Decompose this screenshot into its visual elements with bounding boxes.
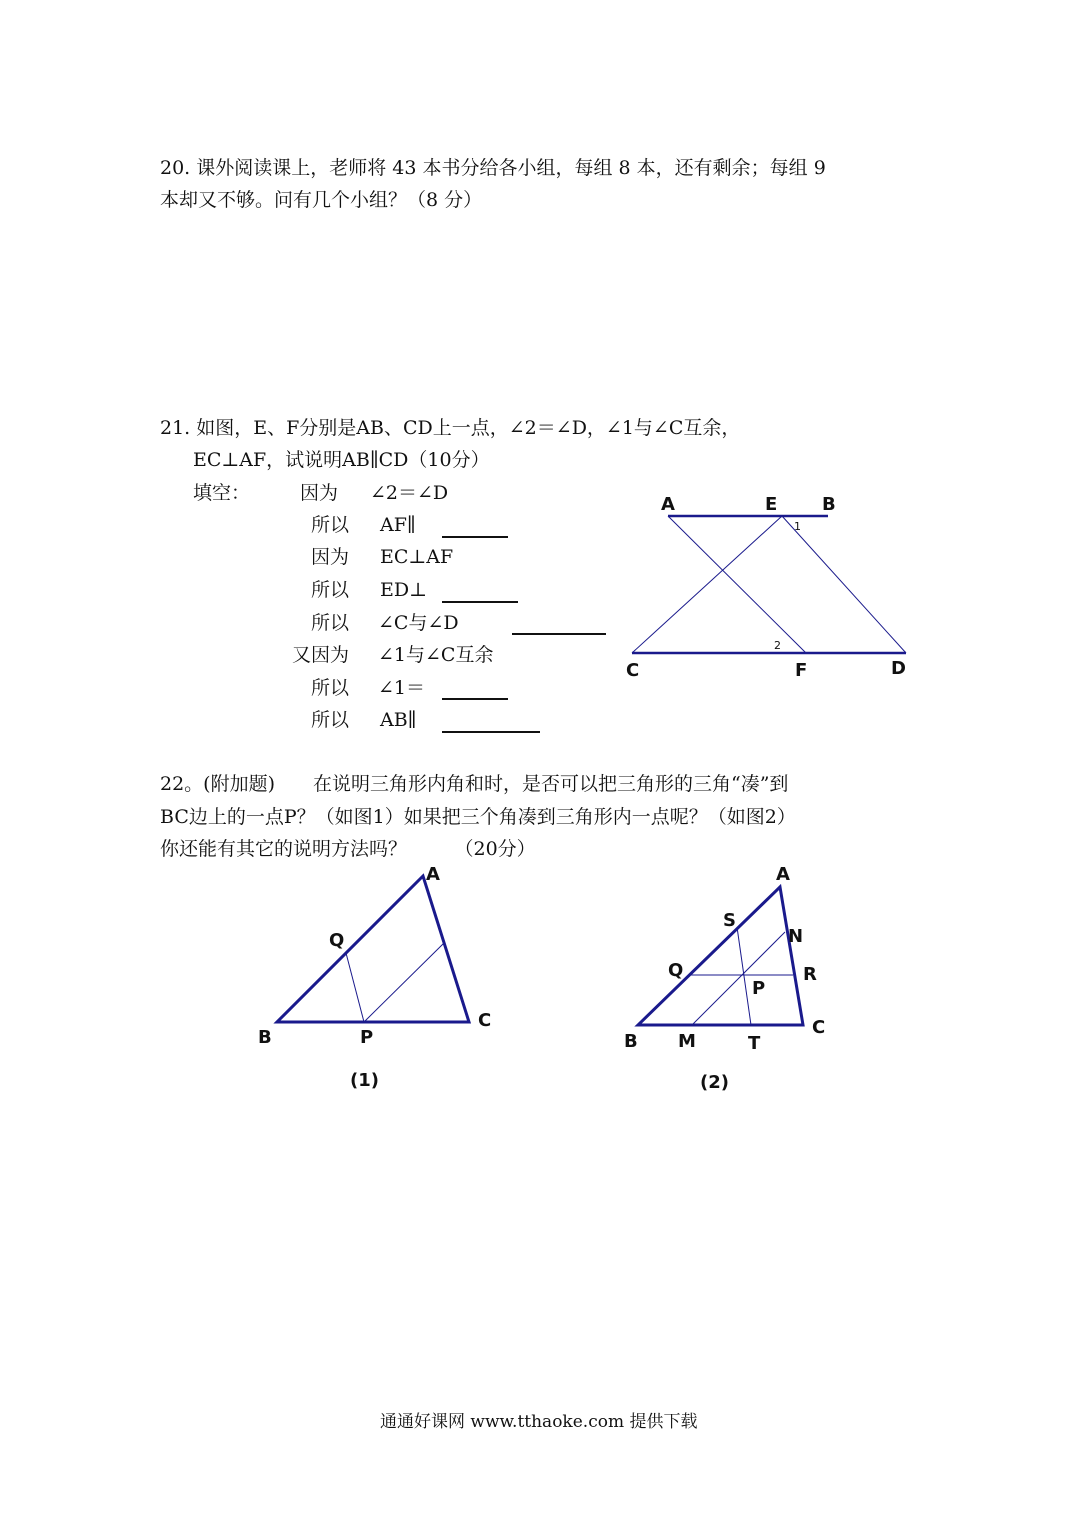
triangle-abc bbox=[638, 887, 803, 1025]
q20-line1: 20. 课外阅读课上，老师将 43 本书分给各小组，每组 8 本，还有剩余；每组 9 bbox=[160, 157, 826, 179]
step-statement: ED⊥ bbox=[380, 579, 427, 601]
triangle-abc bbox=[277, 876, 469, 1022]
segment-st bbox=[737, 927, 751, 1025]
point-label-a: A bbox=[661, 494, 675, 515]
q21-fill-label: 填空： bbox=[193, 482, 251, 504]
step-statement: AF∥ bbox=[380, 514, 416, 536]
segment-p-to-ac bbox=[364, 943, 444, 1022]
segment-mn bbox=[692, 932, 785, 1025]
point-label-a: A bbox=[426, 864, 440, 885]
step-statement: ∠1与∠C互余 bbox=[378, 644, 494, 666]
point-label-b: B bbox=[624, 1031, 638, 1052]
point-label-p: P bbox=[360, 1027, 374, 1048]
segment-ed bbox=[782, 516, 906, 653]
q21-line1: 21. 如图，E、F分别是AB、CD上一点，∠2＝∠D，∠1与∠C互余， bbox=[160, 417, 741, 439]
point-label-n: N bbox=[788, 926, 804, 947]
segment-af bbox=[668, 516, 806, 653]
segment-ec bbox=[632, 516, 782, 653]
step-statement: EC⊥AF bbox=[380, 546, 454, 568]
step-statement: ∠1＝ bbox=[378, 677, 426, 699]
point-label-s: S bbox=[723, 910, 736, 931]
q20-line2: 本却又不够。问有几个小组？（8 分） bbox=[160, 189, 483, 211]
step-keyword: 因为 bbox=[300, 482, 339, 504]
point-label-b: B bbox=[258, 1027, 272, 1048]
q22-figure-1 bbox=[258, 864, 491, 1091]
point-label-c: C bbox=[812, 1017, 826, 1038]
point-label-q: Q bbox=[329, 930, 345, 951]
step-keyword: 因为 bbox=[311, 546, 350, 568]
figure-caption-2: (2) bbox=[700, 1072, 729, 1093]
step-statement: ∠2＝∠D bbox=[370, 482, 449, 504]
point-label-c: C bbox=[626, 660, 640, 681]
step-keyword: 所以 bbox=[311, 514, 350, 536]
footer-text: 通通好课网 www.tthaoke.com 提供下载 bbox=[380, 1412, 698, 1432]
point-label-a: A bbox=[776, 864, 790, 885]
q21-line2: EC⊥AF，试说明AB∥CD（10分） bbox=[193, 449, 490, 471]
point-label-e: E bbox=[765, 494, 778, 515]
step-keyword: 所以 bbox=[311, 579, 350, 601]
q21-figure bbox=[626, 494, 906, 681]
angle-label-2: 2 bbox=[774, 639, 781, 652]
step-statement: ∠C与∠D bbox=[378, 612, 459, 634]
q22-line2: BC边上的一点P？（如图1）如果把三个角凑到三角形内一点呢？（如图2） bbox=[160, 806, 796, 828]
point-label-r: R bbox=[803, 964, 817, 985]
point-label-t: T bbox=[748, 1033, 761, 1054]
q22-line1: 22。(附加题) 在说明三角形内角和时，是否可以把三角形的三角“凑”到 bbox=[160, 773, 789, 795]
step-keyword: 所以 bbox=[311, 677, 350, 699]
figure-caption-1: (1) bbox=[350, 1070, 379, 1091]
point-label-f: F bbox=[795, 660, 808, 681]
point-label-q: Q bbox=[668, 960, 684, 981]
point-label-m: M bbox=[678, 1031, 696, 1052]
q22-figure-2 bbox=[624, 864, 825, 1093]
point-label-b: B bbox=[822, 494, 836, 515]
q22-line3: 你还能有其它的说明方法吗？ （20分） bbox=[160, 838, 536, 860]
point-label-c: C bbox=[478, 1010, 492, 1031]
angle-label-1: 1 bbox=[794, 520, 801, 533]
step-keyword: 所以 bbox=[311, 709, 350, 731]
point-label-d: D bbox=[891, 658, 906, 679]
step-keyword: 所以 bbox=[311, 612, 350, 634]
point-label-p: P bbox=[752, 978, 766, 999]
step-keyword: 又因为 bbox=[292, 644, 350, 666]
step-statement: AB∥ bbox=[380, 709, 417, 731]
segment-qp bbox=[346, 953, 364, 1022]
